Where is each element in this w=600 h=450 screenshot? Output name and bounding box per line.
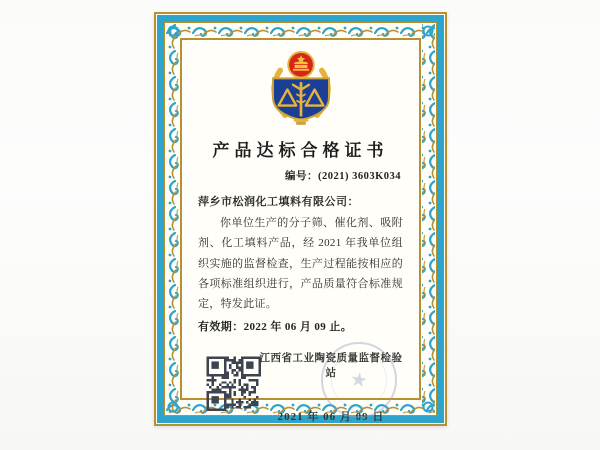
certificate-sheet	[154, 12, 447, 426]
validity-line: 有效期：2022 年 06 月 09 止。	[198, 320, 353, 333]
issue-date: 2021 年 06 月 09 日	[277, 410, 385, 423]
issuer-block	[255, 350, 407, 424]
certificate-content	[180, 38, 421, 423]
seal-star-icon: ★	[348, 366, 370, 393]
signature-area	[198, 350, 403, 442]
certificate-number: 编号：(2021) 3603K034	[284, 171, 401, 182]
certificate-body: 你单位生产的分子筛、催化剂、吸附剂、化工填料产品，经 2021 年我单位组织实施的监督检查，生产过程能按相应的各项标准组织进行，产品质量符合标准规定，特发此证。	[198, 217, 403, 311]
certificate-title: 产品达标合格证书	[212, 141, 389, 160]
quality-supervision-emblem-icon	[261, 48, 341, 128]
recipient-company: 萍乡市松润化工填料有限公司：	[198, 196, 359, 208]
issuer-name: 江西省工业陶瓷质量监督检验站	[259, 352, 403, 379]
emblem-wrap	[198, 48, 403, 133]
border-ornament-zone	[166, 24, 435, 423]
qr-code-icon	[206, 356, 258, 409]
